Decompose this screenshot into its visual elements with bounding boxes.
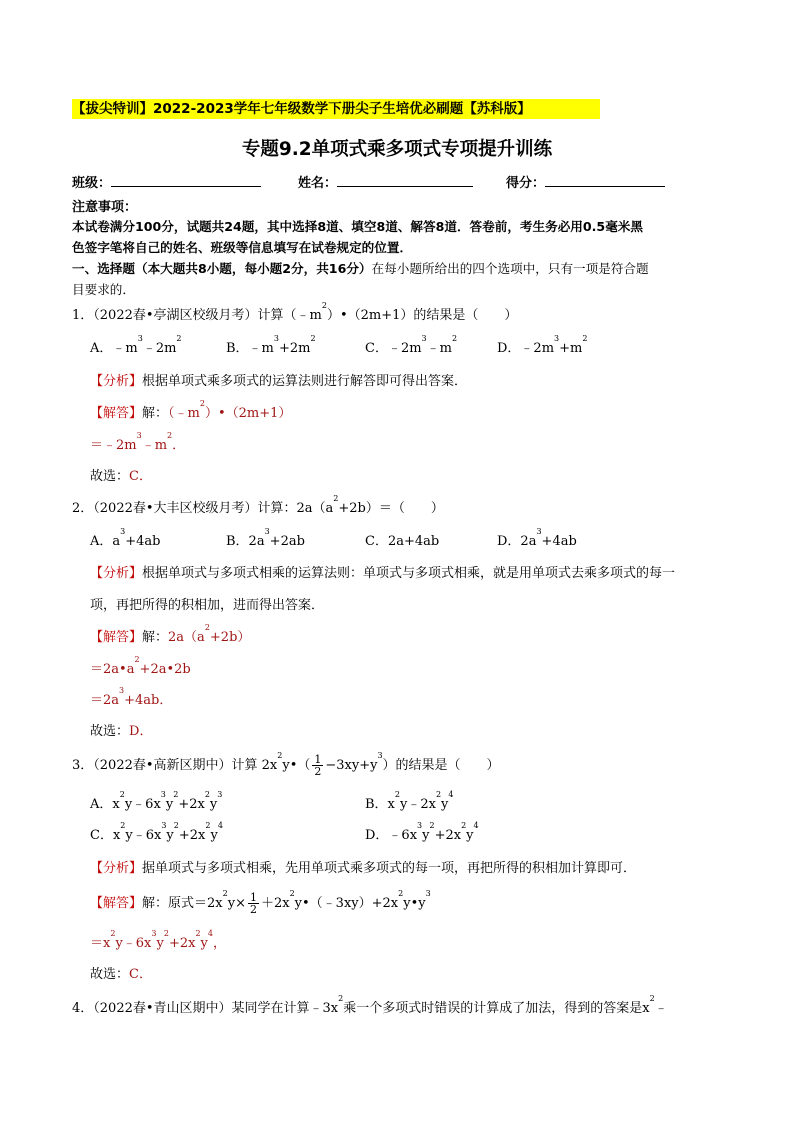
q1-text: 1．（2022春•亭湖区校级月考）计算（﹣m [72, 308, 322, 323]
q1-text-2: ）•（2m+1）的结果是（ ） [326, 308, 518, 323]
question-2: 2．（2022春•大丰区校级月考）计算：$2a(a^2+2b)=$（ ） [72, 494, 444, 516]
header-banner: 【拔尖特训】2022-2023学年七年级数学下册尖子生培优必刷题【苏科版】 [72, 99, 600, 119]
q3-option-d[interactable]: D．$﹣6x^3y^2+2x^2y^4$ [365, 821, 479, 843]
q2-solution-step-1: $=2a•a^2+2a•2b$ [90, 655, 191, 677]
section-heading-bold: 一、选择题（本大题共8小题，每小题2分，共16分） [72, 261, 372, 276]
q1-option-c[interactable]: C．$﹣2m^3﹣m^2$ [365, 334, 458, 356]
q3-option-a[interactable]: A．$x^2y﹣6x^3y^2+2x^2y^3$ [90, 790, 223, 812]
section-heading [72, 258, 649, 277]
q2-analysis-line-2: 项，再把所得的积相加，进而得出答案． [90, 598, 325, 613]
q1-sup: 2 [321, 301, 327, 310]
q1-solution-step: $=﹣2m^3﹣m^2$． [90, 431, 186, 453]
section-heading-line-2: 目要求的． [72, 282, 135, 297]
q2-option-d[interactable]: D．$2a^3+4ab$ [497, 527, 577, 549]
q1-answer: 故选：C． [90, 469, 152, 484]
notes-line-1: 本试卷满分100分，试题共24题，其中选择8道、填空8道、解答8道．答卷前，考生务必用0.5毫米黑 [72, 219, 643, 234]
q1-solution: 【解答】解：$(﹣m^2)•(2m+1)$ [90, 399, 292, 421]
question-1 [72, 301, 518, 323]
score-label: 得分： [506, 176, 546, 191]
q2-option-a[interactable]: A．$a^3+4ab$ [90, 527, 161, 549]
q2-option-b[interactable]: B．$2a^3+2ab$ [226, 527, 305, 549]
q3-solution-fraction: $\frac{1}{2}$ [249, 891, 257, 916]
q2-analysis: 【分析】根据单项式与多项式相乘的运算法则：单项式与多项式相乘，就是用单项式去乘多项式的每一 [90, 566, 676, 581]
name-field [298, 172, 473, 191]
notes-line-2: 色签字笔将自己的姓名、班级等信息填写在试卷规定的位置． [72, 240, 413, 255]
class-label: 班级： [72, 176, 112, 191]
q1-analysis: 【分析】根据单项式乘多项式的运算法则进行解答即可得出答案． [90, 374, 468, 389]
notes-heading: 注意事项： [72, 200, 138, 215]
q3-fraction: $\frac{1}{2}$ [314, 753, 322, 778]
class-blank[interactable] [111, 172, 261, 187]
q3-solution-step: $=x^2y﹣6x^3y^2+2x^2y^4$， [90, 929, 226, 951]
q3-solution: 【解答】解：原式$=2x^2y\times$ $\frac{1}{2}$ $+2x^2y•(﹣3xy)+2x^2y•y^3$ [90, 889, 431, 916]
score-blank[interactable] [545, 172, 665, 187]
q1-option-b[interactable]: B．$﹣m^3+2m^2$ [226, 334, 316, 356]
q2-option-c[interactable]: C．2a+4ab [365, 534, 440, 549]
q2-solution-step-2: $=2a^3+4ab$． [90, 686, 173, 708]
name-blank[interactable] [337, 172, 473, 187]
q3-answer: 故选：C． [90, 967, 152, 982]
question-3: 3．（2022春•高新区期中）计算 $2x^2y•$（ $\frac{1}{2}$ $-3xy+y^3$）的结果是（ ） [72, 751, 500, 778]
q1-option-d[interactable]: D．$﹣2m^3+m^2$ [497, 334, 588, 356]
q1-option-a[interactable]: A．$﹣m^3﹣2m^2$ [90, 334, 182, 356]
section-heading-rest: 在每小题所给出的四个选项中，只有一项是符合题 [371, 261, 649, 276]
score-field [506, 172, 665, 191]
name-label: 姓名： [298, 176, 338, 191]
q3-analysis: 【分析】据单项式与多项式相乘，先用单项式乘多项式的每一项，再把所得的积相加计算即可． [90, 861, 637, 876]
q2-solution: 【解答】解：$2a(a^2+2b)$ [90, 623, 251, 645]
q3-option-c[interactable]: C．$x^2y﹣6x^3y^2+2x^2y^4$ [90, 821, 223, 843]
page-title: 专题9.2单项式乘多项式专项提升训练 [241, 139, 553, 160]
q3-option-b[interactable]: B．$x^2y﹣2x^2y^4$ [365, 790, 454, 812]
class-field [72, 172, 261, 191]
question-4: 4．（2022春•青山区期中）某同学在计算$﹣3x^2$乘一个多项式时错误的计算成了加法，得到的答案是$x^2﹣$ [72, 994, 668, 1016]
q2-answer: 故选：D． [90, 724, 153, 739]
